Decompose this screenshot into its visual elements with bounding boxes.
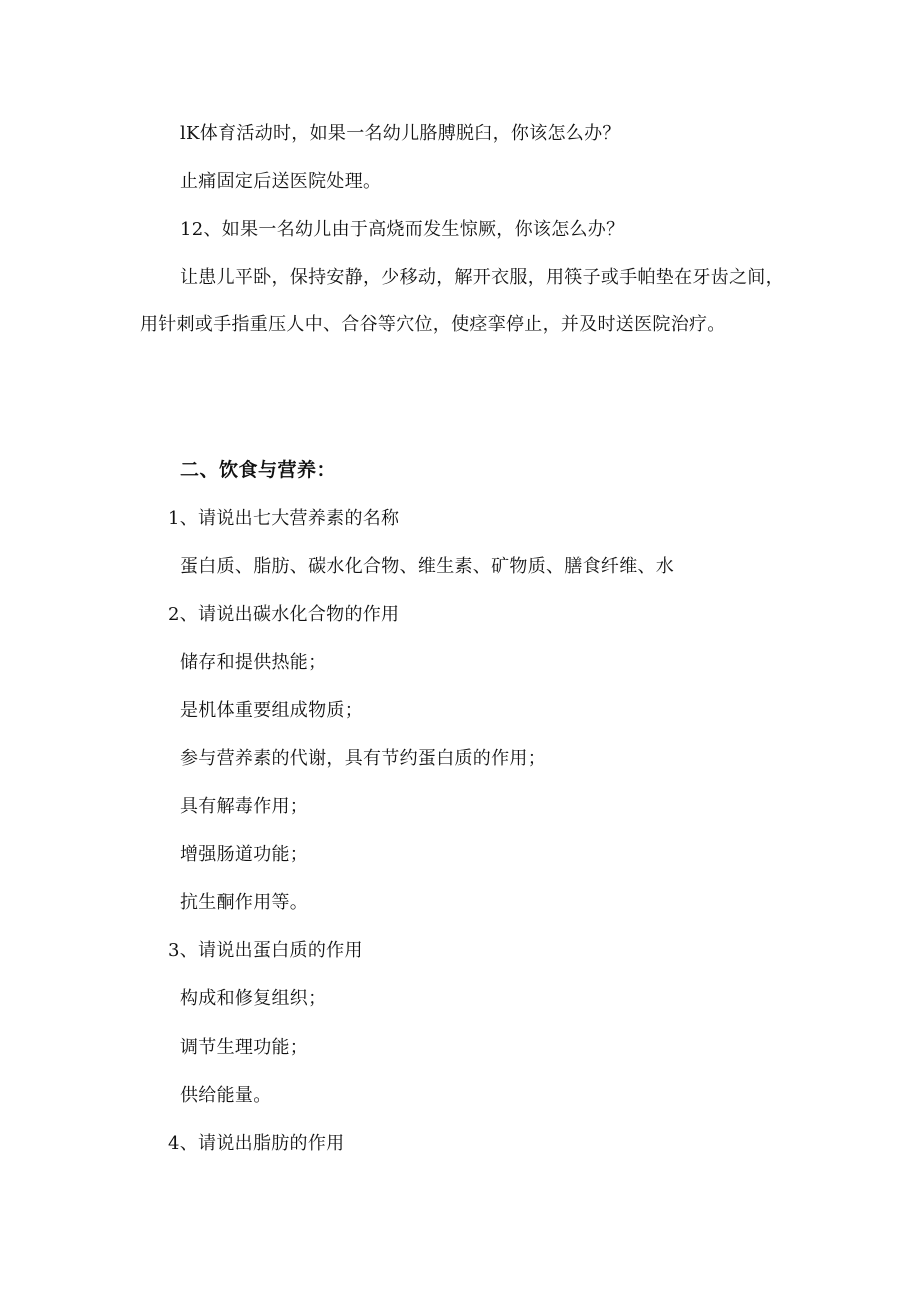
section-heading-diet-nutrition: 二、饮食与营养： xyxy=(180,459,337,481)
answer-2-item: 储存和提供热能； xyxy=(180,652,327,673)
answer-2-item: 增强肠道功能； xyxy=(180,844,309,865)
question-4: 4、请说出脂肪的作用 xyxy=(168,1133,345,1154)
answer-12-paragraph: 让患儿平卧，保持安静，少移动，解开衣服，用筷子或手帕垫在牙齿之间，用针刺或手指重压人中、合谷等穴位，使痉挛停止，并及时送医院治疗。 xyxy=(140,267,784,335)
question-1: 1、请说出七大营养素的名称 xyxy=(168,508,400,529)
answer-3-item: 供给能量。 xyxy=(180,1085,272,1106)
answer-2-item: 参与营养素的代谢，具有节约蛋白质的作用； xyxy=(180,748,546,769)
answer-3-item: 构成和修复组织； xyxy=(180,988,327,1009)
question-2: 2、请说出碳水化合物的作用 xyxy=(168,604,400,625)
question-3: 3、请说出蛋白质的作用 xyxy=(168,940,363,961)
answer-1: 蛋白质、脂肪、碳水化合物、维生素、矿物质、膳食纤维、水 xyxy=(180,556,675,577)
answer-2-item: 抗生酮作用等。 xyxy=(180,892,309,913)
answer-11: 止痛固定后送医院处理。 xyxy=(180,171,382,192)
answer-2-item: 是机体重要组成物质； xyxy=(180,700,363,721)
question-12: 12、如果一名幼儿由于高烧而发生惊厥，你该怎么办？ xyxy=(180,219,625,240)
answer-2-item: 具有解毒作用； xyxy=(180,796,309,817)
question-11: lK体育活动时，如果一名幼儿胳膊脱臼，你该怎么办？ xyxy=(180,123,621,144)
answer-3-item: 调节生理功能； xyxy=(180,1037,309,1058)
